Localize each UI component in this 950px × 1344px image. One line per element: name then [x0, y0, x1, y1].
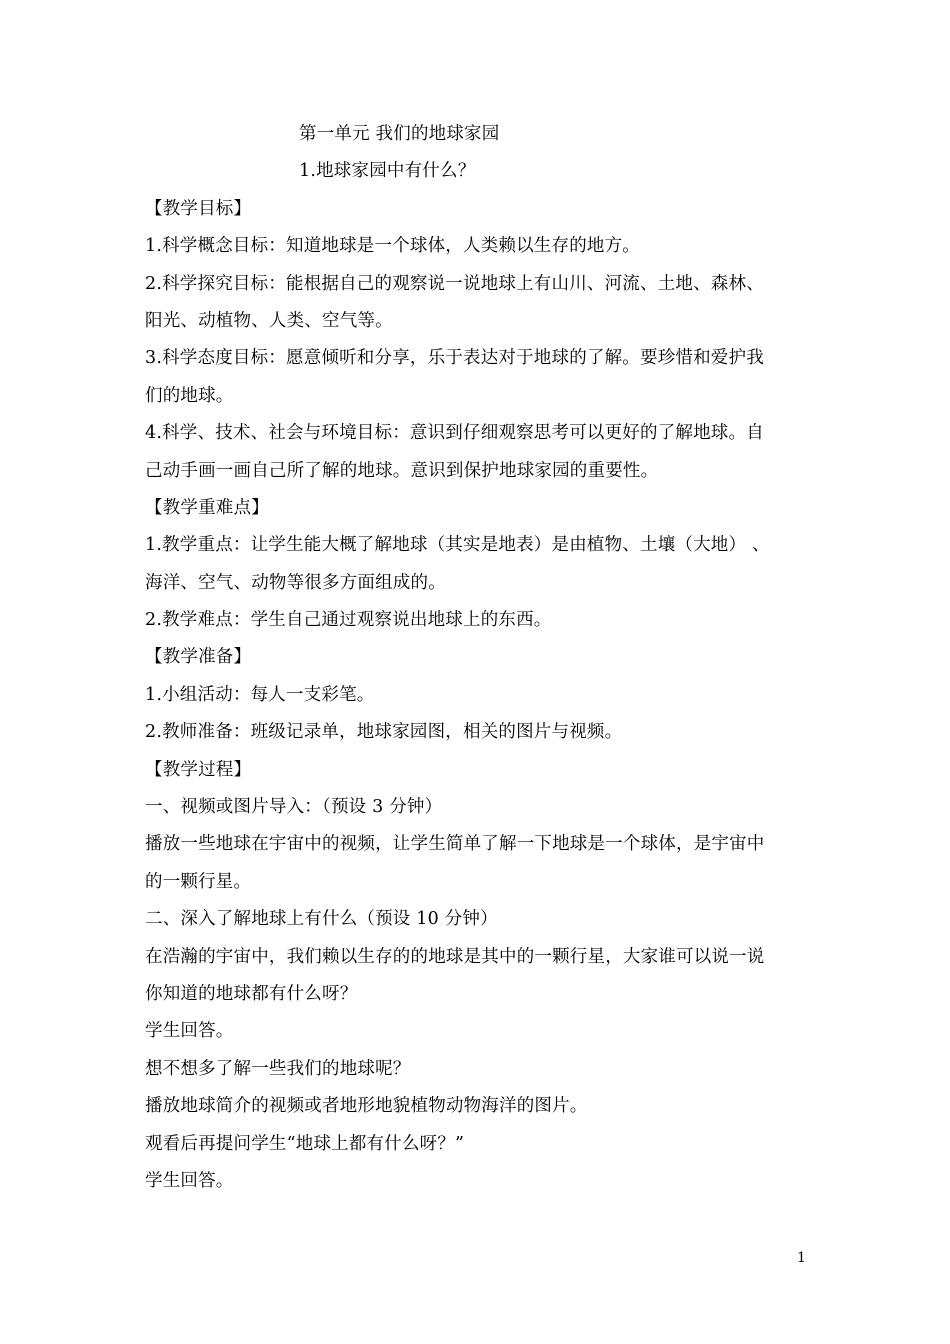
- paragraph-line: 播放一些地球在宇宙中的视频，让学生简单了解一下地球是一个球体，是宇宙中: [145, 834, 765, 855]
- section-heading-preparation: 【教学准备】: [145, 647, 252, 668]
- paragraph-line: 1.教学重点：让学生能大概了解地球（其实是地表）是由植物、土壤（大地） 、: [145, 535, 770, 556]
- paragraph-line: 阳光、动植物、人类、空气等。: [145, 310, 393, 331]
- paragraph-line: 海洋、空气、动物等很多方面组成的。: [145, 572, 446, 593]
- paragraph-line: 二、深入了解地球上有什么（预设 10 分钟）: [145, 909, 498, 930]
- paragraph-line: 2.教师准备：班级记录单，地球家园图，相关的图片与视频。: [145, 722, 623, 743]
- lesson-title: 1.地球家园中有什么？: [299, 161, 476, 182]
- page-number: 1: [797, 1250, 806, 1266]
- document-body: [145, 116, 813, 1200]
- paragraph-line: 你知道的地球都有什么呀？: [145, 983, 358, 1004]
- section-heading-key-points: 【教学重难点】: [145, 497, 269, 518]
- paragraph-line: 学生回答。: [145, 1170, 234, 1191]
- paragraph-line: 的一颗行星。: [145, 871, 252, 892]
- paragraph-line: 1.科学概念目标：知道地球是一个球体，人类赖以生存的地方。: [145, 236, 640, 257]
- paragraph-line: 想不想多了解一些我们的地球呢？: [145, 1058, 411, 1079]
- section-heading-objectives: 【教学目标】: [145, 198, 252, 219]
- paragraph-line: 3.科学态度目标：愿意倾听和分享，乐于表达对于地球的了解。要珍惜和爱护我: [145, 348, 764, 369]
- paragraph-line: 们的地球。: [145, 385, 234, 406]
- paragraph-line: 学生回答。: [145, 1021, 234, 1042]
- section-heading-process: 【教学过程】: [145, 759, 252, 780]
- paragraph-line: 4.科学、技术、社会与环境目标：意识到仔细观察思考可以更好的了解地球。自: [145, 423, 764, 444]
- unit-title: 第一单元 我们的地球家园: [299, 124, 500, 144]
- paragraph-line: 2.科学探究目标：能根据自己的观察说一说地球上有山川、河流、土地、森林、: [145, 273, 764, 294]
- paragraph-line: 一、视频或图片导入：（预设 3 分钟）: [145, 797, 443, 818]
- paragraph-line: 在浩瀚的宇宙中，我们赖以生存的的地球是其中的一颗行星，大家谁可以说一说: [145, 946, 765, 967]
- paragraph-line: 播放地球简介的视频或者地形地貌植物动物海洋的图片。: [145, 1096, 588, 1117]
- paragraph-line: 观看后再提问学生“地球上都有什么呀？”: [145, 1133, 465, 1154]
- paragraph-line: 己动手画一画自己所了解的地球。意识到保护地球家园的重要性。: [145, 460, 659, 481]
- paragraph-line: 1.小组活动：每人一支彩笔。: [145, 684, 375, 705]
- paragraph-line: 2.教学难点：学生自己通过观察说出地球上的东西。: [145, 610, 552, 631]
